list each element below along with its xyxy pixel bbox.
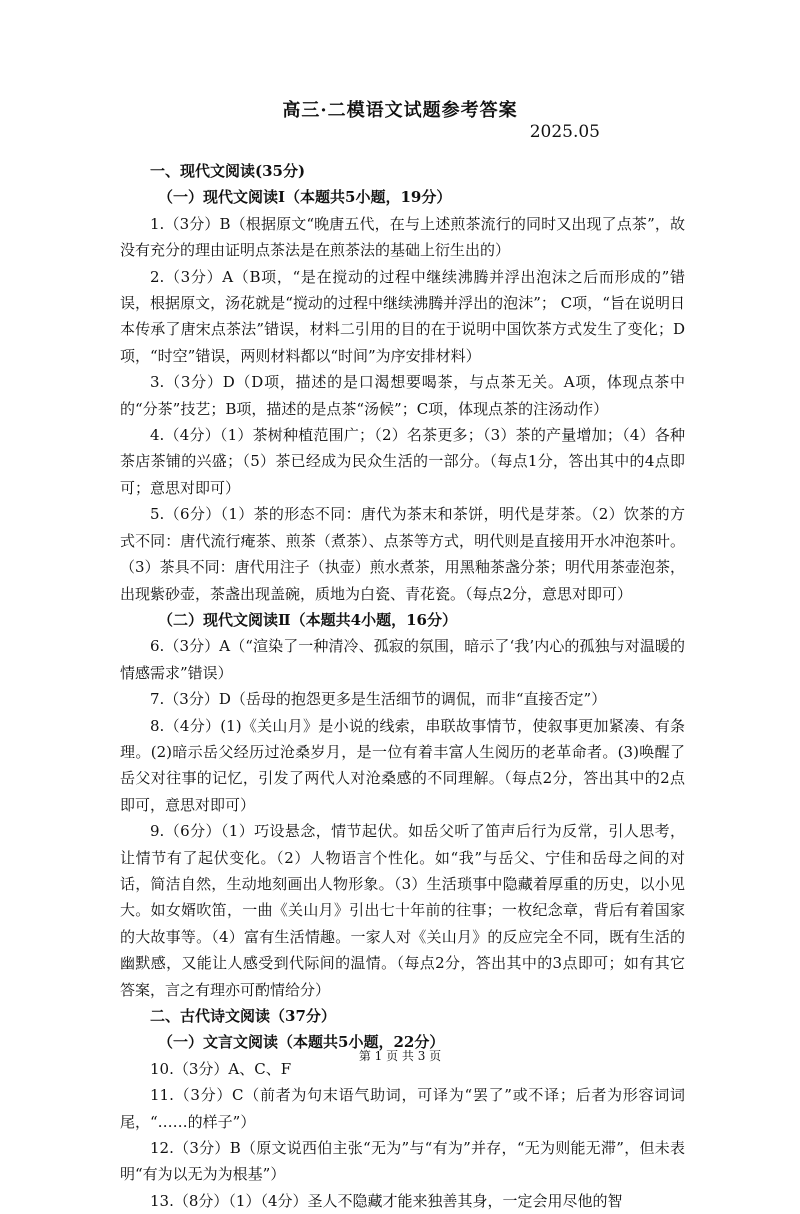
subsection-heading: （一）文言文阅读（本题共5小题，22分）: [158, 1033, 445, 1052]
section-heading: 二、古代诗文阅读（37分）: [150, 1007, 336, 1025]
answer-paragraph: 2.（3分）A（B项，“是在搅动的过程中继续沸腾并浮出泡沫之后而形成的”错误，根据原文，汤花就是“搅动的过程中继续沸腾并浮出的泡沫”； C项，“旨在说明日本传承了唐宋点茶法”错误，材料二引用的目的在于说明中国饮茶方式发生了变化；D项，“时空”错误，两则材料都以“时间”为序安排材料）: [120, 267, 685, 365]
answer-paragraph: 1.（3分）B（根据原文“晚唐五代，在与上述煎茶流行的同时又出现了点茶”，故没有充分的理由证明点茶法是在煎茶法的基础上衍生出的）: [120, 214, 685, 260]
answer-paragraph: 3.（3分）D（D项，描述的是口渴想要喝茶，与点茶无关。A项，体现点茶中的“分茶”技艺；B项，描述的是点茶“汤候”；C项，体现点茶的注汤动作）: [120, 373, 685, 418]
answer-paragraph: 12.（3分）B（原文说西伯主张“无为”与“有为”并存，“无为则能无滞”，但未表明“有为以无为为根基”）: [120, 1139, 685, 1184]
page-title: 高三·二模语文试题参考答案: [282, 100, 518, 121]
answer-paragraph: 8.（4分）(1)《关山月》是小说的线索，串联故事情节，使叙事更加紧凑、有条理。(2)暗示岳父经历过沧桑岁月，是一位有着丰富人生阅历的老革命者。(3)唤醒了岳父对往事的记忆，引发了两代人对沧桑感的不同理解。（每点2分，答出其中的2点即可，意思对即可）: [120, 716, 685, 814]
answer-paragraph: 5.（6分）（1）茶的形态不同：唐代为茶末和茶饼，明代是芽茶。（2）饮茶的方式不同：唐代流行痷茶、煎茶（煮茶）、点茶等方式，明代则是直接用开水冲泡茶叶。（3）茶具不同：唐代用注子（执壶）煎水煮茶，用黑釉茶盏分茶；明代用茶壶泡茶，出现紫砂壶，茶盏出现盖碗，质地为白瓷、青花瓷。（每点2分，意思对即可）: [120, 505, 685, 603]
subsection-heading: （一）现代文阅读Ⅰ（本题共5小题，19分）: [158, 188, 452, 207]
section-heading: 一、现代文阅读(35分): [150, 162, 306, 180]
answer-paragraph: 10.（3分）A、C、F: [150, 1059, 292, 1078]
page-footer: 第 1 页 共 3 页: [358, 1049, 442, 1063]
answer-paragraph: 13.（8分）（1）（4分）圣人不隐藏才能来独善其身，一定会用尽他的智: [150, 1191, 623, 1210]
answer-paragraph: 6.（3分）A（“渲染了一种清冷、孤寂的氛围，暗示了‘我’内心的孤独与对温暖的情感需求”错误）: [120, 637, 685, 682]
answer-paragraph: 7.（3分）D（岳母的抱怨更多是生活细节的调侃，而非“直接否定”）: [150, 690, 607, 709]
answer-paragraph: 11.（3分）C（前者为句末语气助词，可译为“罢了”或不译；后者为形容词词尾，“……的样子”）: [120, 1086, 685, 1131]
answer-paragraph: 4.（4分）（1）茶树种植范围广；（2）名茶更多；（3）茶的产量增加；（4）各种茶店茶铺的兴盛；（5）茶已经成为民众生活的一部分。（每点1分，答出其中的4点即可；意思对即可）: [120, 426, 685, 497]
answer-paragraph: 9.（6分）（1）巧设悬念，情节起伏。如岳父听了笛声后行为反常，引人思考，让情节有了起伏变化。（2）人物语言个性化。如“我”与岳父、宁佳和岳母之间的对话，简洁自然，生动地刻画出人物形象。（3）生活琐事中隐藏着厚重的历史，以小见大。如女婿吹笛，一曲《关山月》引出七十年前的往事；一枚纪念章，背后有着国家的大故事等。（4）富有生活情趣。一家人对《关山月》的反应完全不同，既有生活的幽默感，又能让人感受到代际间的温情。（每点2分，答出其中的3点即可；如有其它答案，言之有理亦可酌情给分）: [120, 822, 685, 999]
subsection-heading: （二）现代文阅读Ⅱ（本题共4小题，16分）: [158, 610, 457, 629]
exam-date: 2025.05: [529, 122, 600, 142]
